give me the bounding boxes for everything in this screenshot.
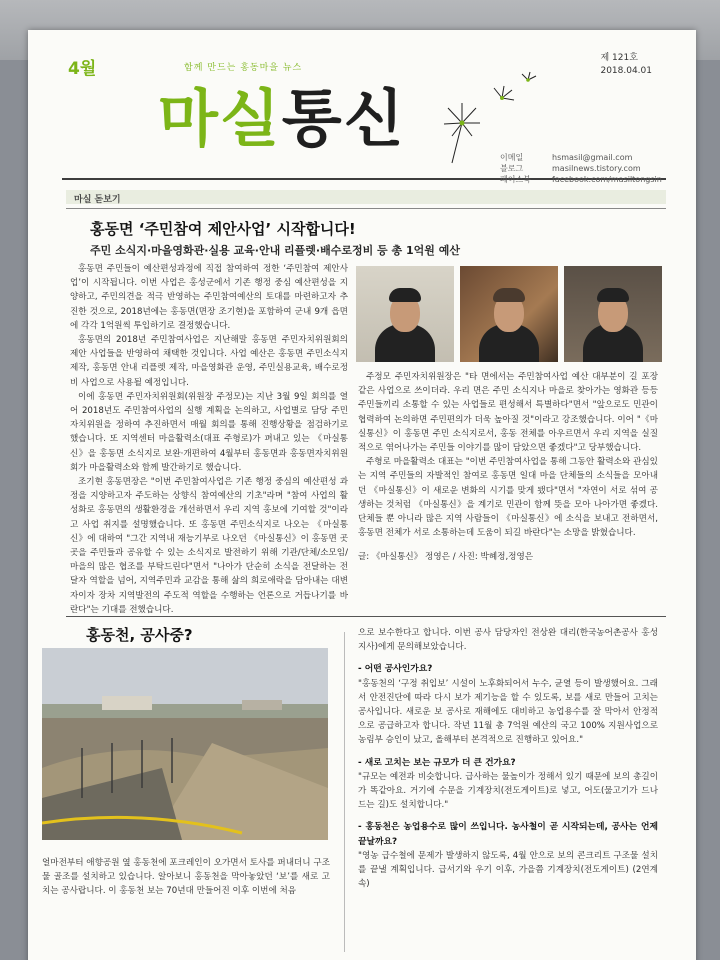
- section-rule: [66, 208, 666, 209]
- newspaper-title: [158, 82, 406, 155]
- facebook-link[interactable]: facebook.com/masiltongsin: [552, 175, 662, 184]
- article2-caption-left: [42, 856, 330, 899]
- contact-row: 블로그 masilnews.tistory.com: [500, 164, 641, 173]
- qa-answer: "영농 급수철에 문제가 발생하지 않도록, 4월 안으로 보의 콘크리트 구조물 설치를 끝낼 계획입니다. 급서기와 우기 이후, 가을쯤 기계장치(전도게이트) (2연계속): [358, 850, 658, 890]
- qa-question: - 어떤 공사인가요?: [358, 664, 433, 675]
- masthead-slogan: 함께 만드는 홍동마을 뉴스: [184, 63, 303, 73]
- qa-question: - 홍동천은 농업용수로 많이 쓰입니다. 농사철이 곧 시작되는데, 공사는 언제 끝날까요?: [358, 822, 658, 847]
- paragraph: 조기현 홍동면장은 "이번 주민참여사업은 기존 행정 중심의 예산편성 과정을 지양하고자 주도하는 상향식 참여예산의 기초"라며 "참여 사업의 활성화로 홍동면의 생활환경을 개선하면서 우리 지역 홍보에 기여할 것"이라고 사업 취지를 설명했습니다. 또 홍동면 주민소식지로 나오는 《마실통신》에 대하여 "그간 지역내 재능기부로 나오던 《마실통신》이 홍동면 곳곳을 주민들과 공유할 수 있는 소식지로 발전하기 위해 기관/단체/소모임/마을의 많은 협조를 부탁드린다"면서 "나아가 단순히 소식을 전달하는 전달자 역할을 넘어, 지역주민과 교감을 통해 삶의 희로애락을 담아내는 대변자이자 장차 지역발전의 주도적 역할을 수행하는 언론으로 거듭나기를 바란다"는 기대를 전했습니다.: [70, 477, 348, 615]
- article-divider: [66, 616, 666, 617]
- paragraph: 주정모 주민자치위원장은 "타 면에서는 주민참여사업 예산 대부분이 길 포장 같은 사업으로 쓰이더라. 우리 면은 주민 소식지나 마을로 찾아가는 영화관 등등 주민들끼리 소통할 수 있는 사업들로 편성해서 특별하다"면서 "앞으로도 민관이 협력하여 논의하면 주민편의가 더욱 높아질 것"이라고 강조했습니다. 이어 "《마실통신》이 홍동면 주민 소식지로서, 홍동 전체를 아우르면서 우리 지역을 실질적으로 엮어나가는 주민들 이야기를 많이 담았으면 좋겠다"고 당부했습니다.: [358, 372, 658, 454]
- paragraph: 주형로 마을활력소 대표는 "이번 주민참여사업을 통해 그동안 활력소와 관심있는 지역 주민들의 자발적인 참여로 홍동면 일대 마을 단체들의 소식들을 모아내던 《마실통신》이 새로운 변화의 시기를 맞게 됐다"면서 "자연이 서로 섞여 공생하는 것처럼 《마실통신》을 계기로 민관이 함께 뜻을 모아 나아가면 좋겠다. 단체들 뿐 아니라 많은 지역 사람들이 《마실통신》에 소식을 보내고 전하면서, 홍동면 전체가 서로 소통하는데 도움이 되길 바란다"는 소망을 밝혔습니다.: [358, 457, 658, 539]
- section-label: 마실 돋보기: [74, 195, 121, 205]
- byline: 글: 《마실통신》 정영은 / 사진: 박혜정,정영은: [358, 552, 534, 563]
- paragraph: 홍동면의 2018년 주민참여사업은 지난해말 홍동면 주민자치위원회의 제안 사업들을 반영하여 채택한 것입니다. 사업 예산은 홍동면 주민소식지 제작, 홍동면 안내 리플렛 제작, 마을영화관 운영, 주민실용교육, 배수로정비 사업으로 사용될 예정입니다.: [70, 335, 348, 388]
- article-body-left: [70, 262, 348, 617]
- article-headline: 홍동면 ‘주민참여 제안사업’ 시작합니다!: [90, 220, 356, 238]
- portrait-photos: [356, 266, 662, 362]
- column-divider: [344, 632, 345, 952]
- article-subhead: 주민 소식지·마을영화관·실용 교육·안내 리플렛·배수로정비 등 총 1억원 예산: [90, 244, 460, 257]
- article2-headline: 홍동천, 공사중?: [86, 626, 193, 644]
- portrait-photo: [356, 266, 454, 362]
- portrait-photo: [460, 266, 558, 362]
- masthead: [62, 48, 666, 184]
- blog-link[interactable]: masilnews.tistory.com: [552, 164, 641, 173]
- newspaper-page: [28, 30, 696, 960]
- contact-row: 페이스북 facebook.com/masiltongsin: [500, 175, 662, 184]
- paragraph: 얼마전부터 애향공원 옆 홍동천에 포크레인이 오가면서 토사를 퍼내더니 구조물 골조를 설치하고 있습니다. 알아보니 홍동천을 막아놓았던 ‘보’를 새로 고치는 공사랍니다. 이 홍동천 보는 70년대 만들어진 이후 이번에 처음: [42, 858, 330, 897]
- qa-answer: "규모는 예전과 비슷합니다. 급사하는 물높이가 정해서 있기 때문에 보의 총길이가 똑같아요. 거기에 수문을 기계장치(전도게이트)로 넣고, 어도(물고기가 드나드는 길)도 설치합니다.": [358, 771, 658, 811]
- issue-info: [600, 52, 652, 78]
- paragraph: 홍동면 주민들이 예산편성과정에 직접 참여하여 정한 ‘주민참여 제안사업’이 시작됩니다. 이번 사업은 홍성군에서 기존 행정 중심 예산편성을 지양하고, 주민의견을 적극 반영하는 주민참여예산의 토대를 마련하고자 추진한 것으로, 2018년에는 홍동면(면장 조기현)을 포함하여 군내 9개 읍면에 각각 1억원씩 투입하기로 결정했습니다.: [70, 264, 348, 331]
- title-part-b: 통신: [281, 82, 406, 155]
- issue-number: 제 121호: [600, 53, 638, 63]
- section-bar: [66, 190, 666, 204]
- article-body-right: [358, 370, 658, 565]
- stream-construction-photo: [42, 648, 328, 840]
- email-link[interactable]: hsmasil@gmail.com: [552, 153, 633, 162]
- qa-question: - 새로 고치는 보는 규모가 더 큰 건가요?: [358, 757, 516, 768]
- contact-info: [500, 152, 662, 185]
- paragraph: 이에 홍동면 주민자치위원회(위원장 주정모)는 지난 3월 9일 회의를 열어 2018년도 주민참여사업의 실행 계획을 논의하고, 사업별로 담당 주민자치위원을 정하여 추진하면서 매월 회의를 통해 진행상황을 점검하기로 했습니다. 또 지역센터 마을활력소(대표 주형로)가 펴내고 있는 《마실통신》을 홍동면 소식지로 보완·개편하여 4월부터 홍동면과 홍동면자치위원회가 마을활력소와 함께 발간하기로 했습니다.: [70, 391, 348, 473]
- issue-month: 4월: [68, 59, 97, 79]
- portrait-photo: [564, 266, 662, 362]
- qa-answer: "홍동천의 ‘구정 취입보’ 시설이 노후화되어서 누수, 균열 등이 발생했어요. 그래서 안전진단에 따라 다시 보가 제기능을 할 수 있도록, 보를 새로 만들어 고치는 공사입니다. 새로운 보 공사로 재해에도 대비하고 농업용수를 잘 막아서 안정적으로 공급하고자 합니다. 작년 11월 총 7억원 예산의 국고 100% 지원사업으로 농림부 승인이 났고, 올해부터 본격적으로 진행하고 있어요.": [358, 678, 658, 746]
- article2-body-right: [358, 626, 658, 891]
- title-part-a: 마실: [158, 82, 282, 155]
- contact-row: 이메일 hsmasil@gmail.com: [500, 153, 633, 162]
- issue-date: 2018.04.01: [600, 66, 652, 76]
- paragraph: 으로 보수한다고 합니다. 이번 공사 담당자인 전상완 대리(한국농어촌공사 홍성지사)에게 문의해보았습니다.: [358, 628, 658, 653]
